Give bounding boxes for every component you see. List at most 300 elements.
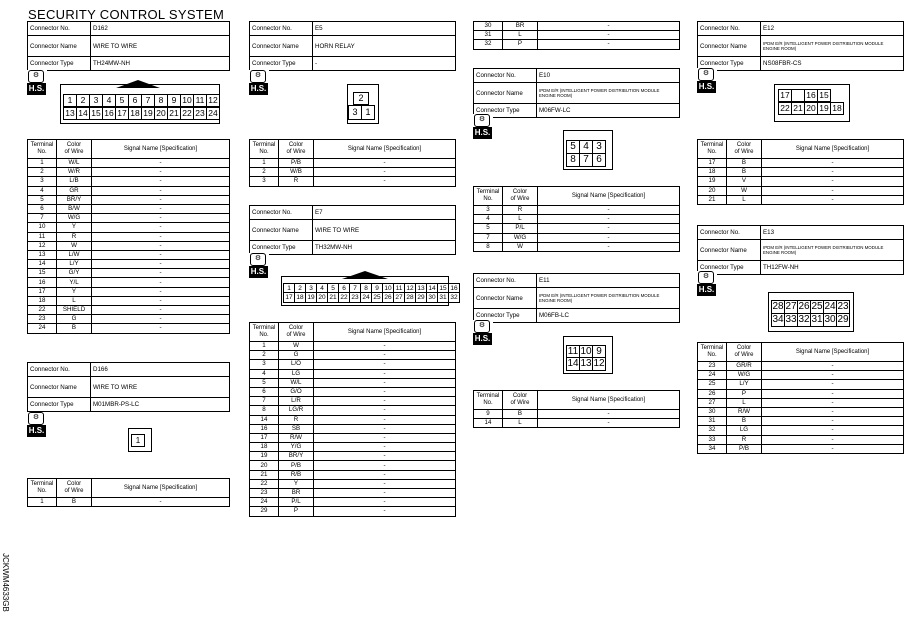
terminal-table-E13 xyxy=(697,342,904,454)
terminal-no: 1 xyxy=(250,342,279,351)
table-row xyxy=(474,40,680,49)
connector-pin: 18 xyxy=(830,102,844,115)
info-label: Connector No. xyxy=(28,363,91,377)
connector-pin: 18 xyxy=(128,107,142,120)
page-title: SECURITY CONTROL SYSTEM xyxy=(28,7,225,22)
terminal-no: 6 xyxy=(250,387,279,396)
table-row xyxy=(28,168,230,177)
hs-label: H.S. xyxy=(250,267,267,276)
connector-pin: 23 xyxy=(193,107,207,120)
connector-pin: 28 xyxy=(404,292,416,303)
signal-name: - xyxy=(762,186,904,195)
col-color: Color of Wire xyxy=(503,391,538,410)
wire-color: L/B xyxy=(57,177,92,186)
info-label: Connector No. xyxy=(698,226,761,240)
signal-name: - xyxy=(314,342,456,351)
table-row xyxy=(698,426,904,435)
connector-pin: 4 xyxy=(102,94,116,107)
signal-name: - xyxy=(92,232,230,241)
col-signal: Signal Name [Specification] xyxy=(538,391,680,410)
info-value: TH12FW-NH xyxy=(761,261,904,275)
table-row xyxy=(250,351,456,360)
wire-color: P xyxy=(727,389,762,398)
info-value: E7 xyxy=(313,206,456,220)
wire-color: P/L xyxy=(279,498,314,507)
wire-color: L xyxy=(503,31,538,40)
table-row xyxy=(28,315,230,324)
terminal-no: 5 xyxy=(28,195,57,204)
terminal-no: 14 xyxy=(250,415,279,424)
terminal-no: 23 xyxy=(28,315,57,324)
wire-color: LG xyxy=(727,426,762,435)
wire-color: W/G xyxy=(503,233,538,242)
signal-name: - xyxy=(314,489,456,498)
signal-name: - xyxy=(538,40,680,49)
info-label: Connector Name xyxy=(474,83,537,104)
info-value: M06FW-LC xyxy=(537,104,680,118)
signal-name: - xyxy=(92,306,230,315)
signal-name: - xyxy=(314,498,456,507)
terminal-no: 5 xyxy=(250,378,279,387)
signal-name: - xyxy=(92,498,230,507)
connector-info-E13 xyxy=(697,225,904,275)
wire-color: GR xyxy=(57,186,92,195)
table-row xyxy=(250,479,456,488)
table-row xyxy=(698,186,904,195)
signal-name: - xyxy=(92,214,230,223)
table-row xyxy=(250,168,456,177)
wire-color: B xyxy=(727,417,762,426)
info-value: IPDM E/R (INTELLIGENT POWER DISTRIBUTION MODULE ENGINE ROOM) xyxy=(761,36,904,57)
signal-name: - xyxy=(314,168,456,177)
connector-pin: 20 xyxy=(804,102,818,115)
col-color: Color of Wire xyxy=(57,479,92,498)
connector-latch xyxy=(342,271,388,279)
signal-name: - xyxy=(538,206,680,215)
table-row xyxy=(698,177,904,186)
wire-color: L xyxy=(727,398,762,407)
terminal-no: 6 xyxy=(28,204,57,213)
connector-pin: 12 xyxy=(206,94,220,107)
col-signal: Signal Name [Specification] xyxy=(92,140,230,159)
connector-pin: 4 xyxy=(316,283,328,294)
connector-pin: 31 xyxy=(811,314,823,325)
connector-pin: 14 xyxy=(76,107,90,120)
wire-color: BR/Y xyxy=(279,452,314,461)
wire-color: V xyxy=(727,177,762,186)
document-id: JCKWM4633GB xyxy=(0,553,10,612)
wire-color: SHIELD xyxy=(57,306,92,315)
wire-color: R/W xyxy=(279,433,314,442)
wire-color: L/W xyxy=(57,250,92,259)
connector-pin: 7 xyxy=(141,94,155,107)
signal-name: - xyxy=(314,406,456,415)
signal-name: - xyxy=(762,417,904,426)
table-row xyxy=(28,306,230,315)
wire-color: LG/R xyxy=(279,406,314,415)
connector-pin: 3 xyxy=(592,140,606,154)
wire-color: B/W xyxy=(57,204,92,213)
connector-info-E5 xyxy=(249,21,456,71)
connector-pin: 22 xyxy=(180,107,194,120)
signal-name: - xyxy=(314,159,456,168)
wire-color: L/Y xyxy=(57,260,92,269)
col-signal: Signal Name [Specification] xyxy=(314,140,456,159)
wire-color: L xyxy=(727,195,762,204)
terminal-no: 18 xyxy=(28,296,57,305)
table-row xyxy=(28,278,230,287)
info-label: Connector No. xyxy=(474,69,537,83)
terminal-no: 16 xyxy=(250,424,279,433)
wire-color: Y/G xyxy=(279,443,314,452)
info-label: Connector Name xyxy=(698,240,761,261)
terminal-no: 30 xyxy=(698,407,727,416)
table-row xyxy=(28,296,230,305)
connector-pin: 20 xyxy=(154,107,168,120)
harness-side-icon xyxy=(697,271,717,297)
wire-color: P/B xyxy=(727,444,762,453)
connector-pin: 21 xyxy=(791,102,805,115)
signal-name: - xyxy=(762,362,904,371)
terminal-no: 8 xyxy=(250,406,279,415)
terminal-no: 15 xyxy=(28,269,57,278)
col-terminal: Terminal No. xyxy=(698,343,727,362)
connector-icon: ⚙ xyxy=(698,68,714,81)
signal-name: - xyxy=(314,387,456,396)
terminal-no: 4 xyxy=(250,369,279,378)
signal-name: - xyxy=(762,380,904,389)
signal-name: - xyxy=(762,168,904,177)
connector-info-E11 xyxy=(473,273,680,323)
terminal-no: 23 xyxy=(698,362,727,371)
table-row xyxy=(698,389,904,398)
terminal-table-E7 xyxy=(249,322,456,517)
table-row xyxy=(28,186,230,195)
terminal-no: 2 xyxy=(250,351,279,360)
terminal-no: 2 xyxy=(28,168,57,177)
harness-side-icon xyxy=(473,114,493,140)
signal-name: - xyxy=(314,433,456,442)
signal-name: - xyxy=(762,177,904,186)
wire-color: R/W xyxy=(727,407,762,416)
harness-side-icon xyxy=(27,412,47,438)
terminal-no: 34 xyxy=(698,444,727,453)
wire-color: G/O xyxy=(279,387,314,396)
col-signal: Signal Name [Specification] xyxy=(314,323,456,342)
info-label: Connector No. xyxy=(250,206,313,220)
wire-color: P/L xyxy=(503,224,538,233)
table-row xyxy=(698,444,904,453)
connector-pin: 23 xyxy=(837,301,849,312)
wire-color: Y xyxy=(57,223,92,232)
info-label: Connector Type xyxy=(28,398,91,412)
wire-color: L/O xyxy=(279,360,314,369)
col-color: Color of Wire xyxy=(727,140,762,159)
info-label: Connector Type xyxy=(250,57,313,71)
connector-pin: 32 xyxy=(448,292,460,303)
signal-name: - xyxy=(314,461,456,470)
connector-icon: ⚙ xyxy=(28,412,44,425)
connector-pin: 10 xyxy=(180,94,194,107)
wire-color: BR/Y xyxy=(57,195,92,204)
connector-pin: 2 xyxy=(353,92,369,105)
terminal-table-E10 xyxy=(473,186,680,252)
wire-color: W/L xyxy=(57,159,92,168)
connector-pin: 19 xyxy=(305,292,317,303)
connector-pin: 11 xyxy=(393,283,405,294)
terminal-no: 14 xyxy=(28,260,57,269)
harness-side-icon xyxy=(473,320,493,346)
connector-pin: 11 xyxy=(567,346,579,357)
table-row xyxy=(28,324,230,333)
wire-color: G xyxy=(279,351,314,360)
table-row xyxy=(698,371,904,380)
connector-pin: 21 xyxy=(327,292,339,303)
info-value: WIRE TO WIRE xyxy=(313,220,456,241)
terminal-no: 24 xyxy=(250,498,279,507)
terminal-no: 25 xyxy=(698,380,727,389)
harness-side-icon xyxy=(249,253,269,279)
wire-color: L/Y xyxy=(727,380,762,389)
terminal-no: 17 xyxy=(28,287,57,296)
connector-pin: 12 xyxy=(404,283,416,294)
info-value: E10 xyxy=(537,69,680,83)
connector-latch xyxy=(116,80,160,88)
signal-name: - xyxy=(538,31,680,40)
signal-name: - xyxy=(92,315,230,324)
signal-name: - xyxy=(762,389,904,398)
connector-pin: 17 xyxy=(115,107,129,120)
signal-name: - xyxy=(314,360,456,369)
hs-label: H.S. xyxy=(28,84,45,93)
info-value: IPDM E/R (INTELLIGENT POWER DISTRIBUTION MODULE ENGINE ROOM) xyxy=(537,83,680,104)
info-label: Connector Name xyxy=(28,377,91,398)
wire-color: GR/R xyxy=(727,362,762,371)
wire-color: G/Y xyxy=(57,269,92,278)
connector-icon: ⚙ xyxy=(28,70,44,83)
info-value: TH24MW-NH xyxy=(91,57,230,71)
table-row xyxy=(474,419,680,428)
info-value: WIRE TO WIRE xyxy=(91,36,230,57)
connector-pin: 32 xyxy=(798,314,810,325)
terminal-no: 3 xyxy=(28,177,57,186)
wire-color: Y xyxy=(279,479,314,488)
wire-color: W/G xyxy=(727,371,762,380)
terminal-no: 26 xyxy=(698,389,727,398)
info-label: Connector No. xyxy=(474,274,537,288)
connector-pin: 24 xyxy=(360,292,372,303)
table-row xyxy=(250,452,456,461)
col-signal: Signal Name [Specification] xyxy=(92,479,230,498)
table-row xyxy=(250,369,456,378)
wire-color: G xyxy=(57,315,92,324)
signal-name: - xyxy=(92,269,230,278)
table-row xyxy=(250,177,456,186)
terminal-no: 3 xyxy=(250,177,279,186)
terminal-no: 16 xyxy=(28,278,57,287)
info-label: Connector Name xyxy=(250,36,313,57)
col-terminal: Terminal No. xyxy=(474,187,503,206)
connector-pin: 1 xyxy=(283,283,295,294)
terminal-no: 3 xyxy=(250,360,279,369)
table-row xyxy=(474,233,680,242)
terminal-no: 8 xyxy=(474,242,503,251)
wire-color: L xyxy=(503,215,538,224)
hs-label: H.S. xyxy=(474,128,491,137)
signal-name: - xyxy=(762,426,904,435)
connector-pin: 13 xyxy=(415,283,427,294)
wire-color: BR xyxy=(503,22,538,31)
col-signal: Signal Name [Specification] xyxy=(538,187,680,206)
wire-color: L xyxy=(503,419,538,428)
connector-pin: 19 xyxy=(817,102,831,115)
connector-pin: 20 xyxy=(316,292,328,303)
table-row xyxy=(28,214,230,223)
info-label: Connector Name xyxy=(28,36,91,57)
harness-side-icon xyxy=(249,70,269,96)
info-value: E5 xyxy=(313,22,456,36)
signal-name: - xyxy=(314,424,456,433)
signal-name: - xyxy=(538,410,680,419)
connector-info-E10 xyxy=(473,68,680,118)
signal-name: - xyxy=(92,195,230,204)
info-label: Connector Type xyxy=(28,57,91,71)
connector-pin: 9 xyxy=(371,283,383,294)
connector-pin: 13 xyxy=(63,107,77,120)
hs-label: H.S. xyxy=(28,426,45,435)
table-row xyxy=(28,177,230,186)
terminal-no: 30 xyxy=(474,22,503,31)
table-row xyxy=(250,387,456,396)
terminal-no: 21 xyxy=(698,195,727,204)
wire-color: B xyxy=(57,498,92,507)
terminal-no: 19 xyxy=(698,177,727,186)
terminal-table-E5 xyxy=(249,139,456,187)
connector-pin: 6 xyxy=(338,283,350,294)
wire-color: R/B xyxy=(279,470,314,479)
wire-color: W/L xyxy=(279,378,314,387)
signal-name: - xyxy=(92,241,230,250)
wire-color: R xyxy=(57,232,92,241)
terminal-no: 17 xyxy=(250,433,279,442)
info-value: E13 xyxy=(761,226,904,240)
terminal-no: 1 xyxy=(28,498,57,507)
wire-color: P xyxy=(279,507,314,516)
wire-color: W xyxy=(279,342,314,351)
info-label: Connector Type xyxy=(474,104,537,118)
signal-name: - xyxy=(762,407,904,416)
signal-name: - xyxy=(92,159,230,168)
table-row xyxy=(28,223,230,232)
signal-name: - xyxy=(762,159,904,168)
signal-name: - xyxy=(762,398,904,407)
signal-name: - xyxy=(762,371,904,380)
info-label: Connector Type xyxy=(698,261,761,275)
connector-pin: 24 xyxy=(206,107,220,120)
col-terminal: Terminal No. xyxy=(474,391,503,410)
connector-pin: 22 xyxy=(338,292,350,303)
terminal-no: 33 xyxy=(698,435,727,444)
terminal-no: 10 xyxy=(28,223,57,232)
terminal-table-D162 xyxy=(27,139,230,334)
connector-pin: 7 xyxy=(579,153,593,167)
connector-pin: 28 xyxy=(772,301,784,312)
table-row xyxy=(250,489,456,498)
signal-name: - xyxy=(314,351,456,360)
connector-info-D166 xyxy=(27,362,230,412)
terminal-no: 3 xyxy=(474,206,503,215)
signal-name: - xyxy=(92,324,230,333)
table-row xyxy=(250,433,456,442)
table-row xyxy=(250,424,456,433)
wire-color: W xyxy=(727,186,762,195)
terminal-no: 7 xyxy=(28,214,57,223)
terminal-no: 1 xyxy=(250,159,279,168)
hs-label: H.S. xyxy=(250,84,267,93)
connector-pin: 14 xyxy=(426,283,438,294)
terminal-no: 31 xyxy=(698,417,727,426)
connector-pin: 25 xyxy=(811,301,823,312)
info-value: E11 xyxy=(537,274,680,288)
table-row xyxy=(250,443,456,452)
terminal-no: 21 xyxy=(250,470,279,479)
connector-pin: 6 xyxy=(592,153,606,167)
connector-pin: 30 xyxy=(824,314,836,325)
connector-pin: 26 xyxy=(382,292,394,303)
connector-pin: 9 xyxy=(167,94,181,107)
info-value: - xyxy=(313,57,456,71)
col-color: Color of Wire xyxy=(57,140,92,159)
connector-pin: 23 xyxy=(349,292,361,303)
signal-name: - xyxy=(92,278,230,287)
table-row xyxy=(474,31,680,40)
connector-icon: ⚙ xyxy=(474,114,490,127)
wire-color: P xyxy=(503,40,538,49)
terminal-no: 5 xyxy=(474,224,503,233)
connector-pin: 12 xyxy=(593,358,605,369)
connector-pin: 11 xyxy=(193,94,207,107)
connector-pin: 7 xyxy=(349,283,361,294)
col-color: Color of Wire xyxy=(279,323,314,342)
info-label: Connector Type xyxy=(698,57,761,71)
col-terminal: Terminal No. xyxy=(28,479,57,498)
connector-pin: 16 xyxy=(804,89,818,102)
info-value: D162 xyxy=(91,22,230,36)
connector-pin: 5 xyxy=(566,140,580,154)
signal-name: - xyxy=(314,443,456,452)
signal-name: - xyxy=(538,22,680,31)
terminal-no: 1 xyxy=(28,159,57,168)
connector-pin: 16 xyxy=(102,107,116,120)
terminal-no: 24 xyxy=(698,371,727,380)
signal-name: - xyxy=(92,287,230,296)
connector-pin: 26 xyxy=(798,301,810,312)
info-label: Connector No. xyxy=(250,22,313,36)
terminal-no: 4 xyxy=(28,186,57,195)
connector-pin: 29 xyxy=(415,292,427,303)
info-label: Connector Name xyxy=(474,288,537,309)
wire-color: W/G xyxy=(57,214,92,223)
terminal-no: 24 xyxy=(28,324,57,333)
table-row xyxy=(698,407,904,416)
col-terminal: Terminal No. xyxy=(250,323,279,342)
table-row xyxy=(474,224,680,233)
col-color: Color of Wire xyxy=(727,343,762,362)
info-label: Connector Type xyxy=(250,241,313,255)
connector-pin: 3 xyxy=(89,94,103,107)
terminal-no: 22 xyxy=(28,306,57,315)
terminal-table-E11 xyxy=(473,390,680,428)
